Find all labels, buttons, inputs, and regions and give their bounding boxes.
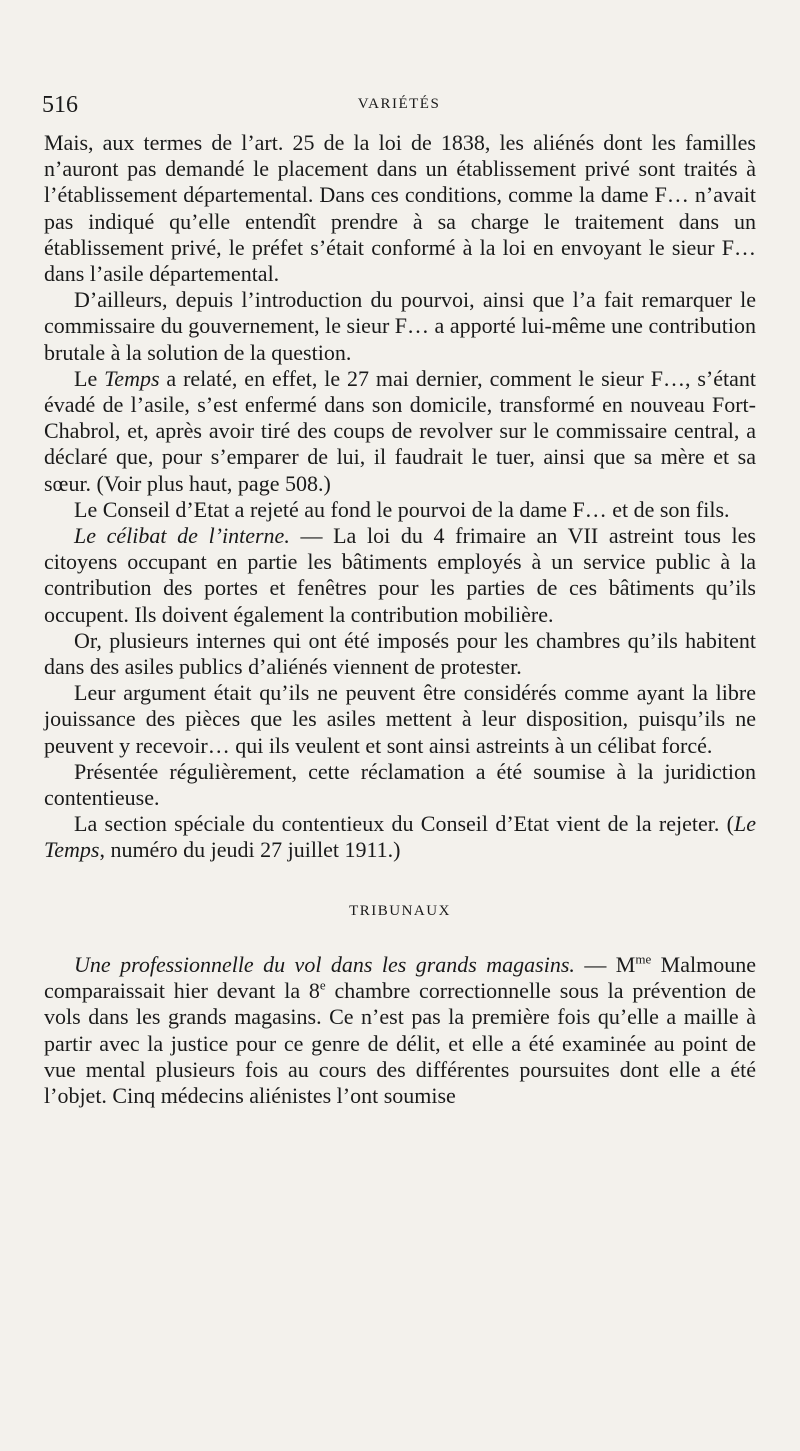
em-dash: — <box>574 951 616 977</box>
paragraph-3-rest: a relaté, en effet, le 27 mai dernier, comment le sieur F…, s’étant évadé de l’asile, s’est enfermé dans son domicile, transformé en nouveau Fort-Chabrol, et, après avoir tiré des coups de revolver sur le commissaire central, a déclaré que, pour s’emparer de lui, il faudrait le tuer, ainsi que sa mère et sa sœur. (Voir plus haut, page 508.) <box>44 365 757 496</box>
paragraph-6: Or, plusieurs internes qui ont été imposés pour les chambres qu’ils habitent dans des asiles publics d’aliénés viennent de protester. <box>44 627 756 680</box>
paragraph-8: Présentée régulièrement, cette réclamation a été soumise à la juridiction contentieuse. <box>44 758 756 811</box>
running-title: VARIÉTÉS <box>357 96 441 112</box>
page-number: 516 <box>42 92 78 118</box>
body-text <box>44 130 756 1109</box>
paragraph-9 <box>44 811 756 863</box>
paragraph-5-rest: — La loi du 4 frimaire an VII astreint tous les citoyens occupant en partie les bâtiments employés à un service public à la contribution des portes et fenêtres pour les parties de ces bâtiments qu’ils occupent. Ils doivent également la contribution mobilière. <box>44 523 756 627</box>
paragraph-10-rest: chambre correctionnelle sous la prévention de vols dans les grands magasins. Ce n’est pas la première fois qu’elle a maille à partir avec la justice pour ce genre de délit, et elle a été examinée au point de vue mental plusieurs fois au cours des différentes poursuites dont elle a été l’objet. Cinq médecins aliénistes l’ont soumise <box>44 978 756 1108</box>
article-title-celibat: Le célibat de l’interne. <box>74 523 290 549</box>
honorific: M <box>615 951 636 977</box>
paragraph-10 <box>44 952 756 1109</box>
paragraph-3-start: Le <box>74 365 105 391</box>
newspaper-title: Temps <box>104 365 160 391</box>
paragraph-9-start: La section spéciale du contentieux du Conseil d’Etat vient de la rejeter. ( <box>74 811 734 837</box>
article-title-vol: Une professionnelle du vol dans les grands magasins. <box>74 951 575 977</box>
paragraph-5 <box>44 523 756 628</box>
section-heading: TRIBUNAUX <box>349 902 451 919</box>
paragraph-2: D’ailleurs, depuis l’introduction du pourvoi, ainsi que l’a fait remarquer le commissaire du gouvernement, le sieur F… a apporté lui-même une contribution brutale à la solution de la question. <box>44 287 756 365</box>
paragraph-7: Leur argument était qu’ils ne peuvent être considérés comme ayant la libre jouissance des pièces que les asiles mettent à leur disposition, puisqu’ils ne peuvent y recevoir… qui ils veulent et sont ainsi astreints à un célibat forcé. <box>44 680 756 758</box>
newspaper-title-2: Le Temps <box>44 811 756 863</box>
paragraph-3 <box>44 366 756 497</box>
paragraph-10-middle: Malmoune comparaissait hier devant la 8 <box>44 951 756 1004</box>
honorific-superscript: me <box>635 951 652 967</box>
ordinal-superscript: e <box>319 977 326 993</box>
paragraph-4: Le Conseil d’Etat a rejeté au fond le pourvoi de la dame F… et de son fils. <box>74 496 730 522</box>
paragraph-9-rest: , numéro du jeudi 27 juillet 1911.) <box>99 837 401 863</box>
paragraph-1: Mais, aux termes de l’art. 25 de la loi de 1838, les aliénés dont les familles n’auront pas demandé le placement dans un établissement privé sont traités à l’établissement départemental. Dans ces conditions, comme la dame F… n’avait pas indiqué qu’elle entendît prendre à sa charge le traitement dans un établissement privé, le préfet s’était conformé à la loi en envoyant le sieur F… dans l’asile départemental. <box>44 130 756 287</box>
running-header <box>38 92 760 122</box>
